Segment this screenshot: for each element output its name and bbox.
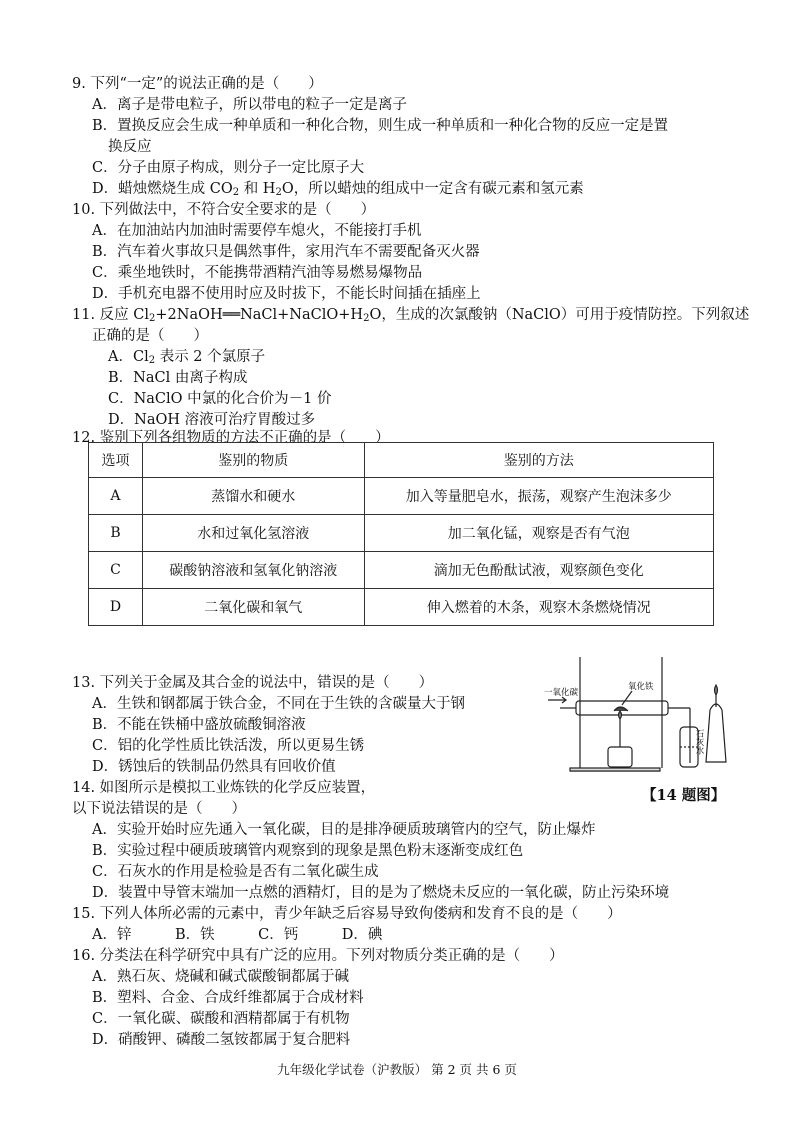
q10-stem: 10. 下列做法中，不符合安全要求的是（ ） (72, 202, 376, 218)
q14-option-d: D．装置中导管末端加一点燃的酒精灯，目的是为了燃烧未反应的一氧化碳，防止污染环境 (92, 885, 670, 901)
q14-stem: 14. 如图所示是模拟工业炼铁的化学反应装置， (72, 780, 376, 796)
table-cell: 加二氧化锰，观察是否有气泡 (364, 515, 713, 552)
fe2o3-label: 氧化铁 (628, 681, 654, 691)
table-cell: B (89, 515, 143, 552)
q9-option-b-cont: 换反应 (108, 139, 152, 155)
q10-option-d: D．手机充电器不使用时应及时拔下，不能长时间插在插座上 (92, 286, 481, 302)
q14-option-c: C．石灰水的作用是检验是否有二氧化碳生成 (92, 864, 379, 880)
table-cell: D (89, 589, 143, 626)
q15-stem: 15. 下列人体所必需的元素中，青少年缺乏后容易导致佝偻病和发育不良的是（ ） (72, 906, 622, 922)
table-header: 鉴别的方法 (364, 443, 713, 478)
table-cell: A (89, 478, 143, 515)
q13-option-c: C．铝的化学性质比铁活泼，所以更易生锈 (92, 738, 365, 754)
figure-caption: 【14 题图】 (642, 787, 726, 804)
page-footer: 九年级化学试卷（沪教版） 第 2 页 共 6 页 (277, 1062, 517, 1077)
table-cell: 水和过氧化氢溶液 (142, 515, 364, 552)
iron-smelting-apparatus-figure (540, 655, 734, 775)
q14-option-a: A．实验开始时应先通入一氧化碳，目的是排净硬质玻璃管内的空气，防止爆炸 (92, 822, 596, 838)
table-row (89, 515, 714, 552)
q13-option-b: B．不能在铁桶中盛放硫酸铜溶液 (92, 717, 306, 733)
q16-option-d: D．硝酸钾、磷酸二氢铵都属于复合肥料 (92, 1032, 351, 1048)
lime-water-label: 石灰水 (695, 729, 705, 755)
table-cell: 加入等量肥皂水，振荡，观察产生泡沫多少 (364, 478, 713, 515)
table-row (89, 552, 714, 589)
q11-option-a: A．$Cl_2$ 表示 2 个氯原子 (108, 349, 266, 366)
q13-option-d: D．锈蚀后的铁制品仍然具有回收价值 (92, 759, 336, 775)
q14-option-b: B．实验过程中硬质玻璃管内观察到的现象是黑色粉末逐渐变成红色 (92, 843, 524, 859)
co-label: 一氧化碳 (544, 687, 579, 697)
q11-option-b: B．NaCl 由离子构成 (108, 370, 248, 386)
table-cell: 二氧化碳和氧气 (142, 589, 364, 626)
q9-option-b: B．置换反应会生成一种单质和一种化合物，则生成一种单质和一种化合物的反应一定是置 (92, 118, 669, 134)
q11-stem: 11. 反应 $Cl_2+2NaOH══NaCl+NaClO+H_2O$，生成的次氯酸钠（NaClO）可用于疫情防控。下列叙述 (72, 307, 750, 324)
q11-option-c: C．NaClO 中氯的化合价为－1 价 (108, 391, 332, 407)
table-header: 鉴别的物质 (142, 443, 364, 478)
q14-stem-cont: 以下说法错误的是（ ） (72, 801, 246, 817)
q9-stem: 9. 下列“一定”的说法正确的是（ ） (72, 76, 323, 92)
q12-table (88, 442, 714, 626)
q16-option-c: C．一氧化碳、碳酸和酒精都属于有机物 (92, 1011, 350, 1027)
table-header-row (89, 443, 714, 478)
table-cell: 碳酸钠溶液和氢氧化钠溶液 (142, 552, 364, 589)
table-cell: 伸入燃着的木条，观察木条燃烧情况 (364, 589, 713, 626)
q10-option-a: A．在加油站内加油时需要停车熄火，不能接打手机 (92, 223, 422, 239)
table-cell: C (89, 552, 143, 589)
q16-stem: 16. 分类法在科学研究中具有广泛的应用。下列对物质分类正确的是（ ） (72, 948, 564, 964)
q9-option-d: D．蜡烛燃烧生成 $CO_2$ 和 $H_2O$，所以蜡烛的组成中一定含有碳元素和氢元素 (92, 181, 584, 198)
q11-stem-cont: 正确的是（ ） (92, 328, 208, 344)
table-header: 选项 (89, 443, 143, 478)
q13-stem: 13. 下列关于金属及其合金的说法中，错误的是（ ） (72, 675, 434, 691)
q9-option-a: A．离子是带电粒子，所以带电的粒子一定是离子 (92, 97, 407, 113)
q15-options: A．锌 B．铁 C．钙 D．碘 (92, 927, 383, 943)
table-row (89, 478, 714, 515)
q13-option-a: A．生铁和钢都属于铁合金，不同在于生铁的含碳量大于钢 (92, 696, 465, 712)
q12-stem: 12. 鉴别下列各组物质的方法不正确的是（ ） (72, 430, 390, 446)
q16-option-b: B．塑料、合金、合成纤维都属于合成材料 (92, 990, 364, 1006)
table-cell: 蒸馏水和硬水 (142, 478, 364, 515)
q9-option-c: C．分子由原子构成，则分子一定比原子大 (92, 160, 365, 176)
q10-option-c: C．乘坐地铁时，不能携带酒精汽油等易燃易爆物品 (92, 265, 423, 281)
q10-option-b: B．汽车着火事故只是偶然事件，家用汽车不需要配备灭火器 (92, 244, 480, 260)
q16-option-a: A．熟石灰、烧碱和碱式碳酸铜都属于碱 (92, 969, 349, 985)
q11-option-d: D．NaOH 溶液可治疗胃酸过多 (108, 412, 316, 428)
table-row (89, 589, 714, 626)
table-cell: 滴加无色酚酞试液，观察颜色变化 (364, 552, 713, 589)
